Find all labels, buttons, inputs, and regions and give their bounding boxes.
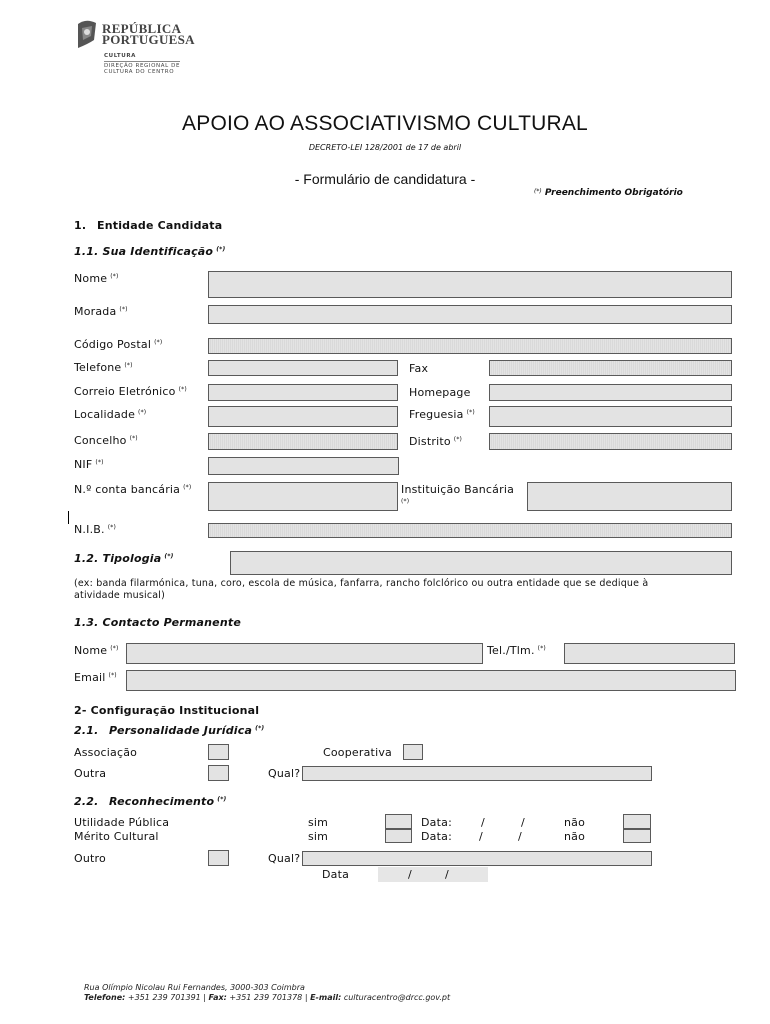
required-mark: (*) (453, 436, 463, 443)
distrito-label-text: Distrito (409, 435, 451, 448)
footer-telefone-label: Telefone: (84, 993, 126, 1002)
merito-nao-checkbox[interactable] (623, 829, 651, 843)
utilidade-slash-1: / (481, 816, 485, 829)
concelho-label-text: Concelho (74, 434, 127, 447)
utilidade-sim-checkbox[interactable] (385, 814, 412, 829)
required-mark: (*) (255, 725, 265, 732)
homepage-field[interactable] (489, 384, 732, 401)
codigo-postal-label (74, 338, 162, 351)
localidade-field[interactable] (208, 406, 398, 427)
merito-slash-2: / (518, 830, 522, 843)
correio-label (74, 385, 187, 398)
section-2-1-num: 2.1. (74, 724, 99, 737)
cooperativa-label: Cooperativa (323, 746, 392, 759)
freguesia-label (409, 408, 475, 421)
required-mark: (*) (178, 386, 187, 393)
required-note-text: Preenchimento Obrigatório (544, 188, 683, 198)
required-mark: (*) (110, 273, 119, 280)
section-2-1-text: Personalidade Jurídica (109, 724, 253, 737)
tel-tlm-label (487, 644, 546, 657)
footer-email-label: E-mail: (310, 993, 342, 1002)
required-mark: (*) (129, 435, 138, 442)
telefone-label (74, 361, 133, 374)
page-title: APOIO AO ASSOCIATIVISMO CULTURAL (182, 112, 588, 135)
conta-bancaria-field[interactable] (208, 482, 398, 511)
section-1-3-heading: 1.3. Contacto Permanente (74, 616, 241, 629)
distrito-field[interactable] (489, 433, 732, 450)
contacto-nome-field[interactable] (126, 643, 483, 664)
nome-field[interactable] (208, 271, 732, 298)
required-mark: (*) (154, 339, 163, 346)
outro-checkbox[interactable] (208, 850, 229, 866)
section-1-2-text: 1.2. Tipologia (74, 552, 162, 565)
required-mark: (*) (217, 796, 227, 803)
required-mark: (*) (183, 484, 192, 491)
utilidade-slash-2: / (521, 816, 525, 829)
merito-data-label: Data: (421, 830, 452, 843)
logo-sub-2: DIREÇÃO REGIONAL DE (104, 63, 181, 69)
required-mark: (*) (164, 553, 174, 560)
decree-reference: DECRETO-LEI 128/2001 de 17 de abril (308, 143, 462, 152)
correio-label-text: Correio Eletrónico (74, 385, 176, 398)
footer-fax: +351 239 701378 (229, 993, 303, 1002)
footer-address: Rua Olímpio Nicolau Rui Fernandes, 3000-303 Coimbra (84, 983, 305, 992)
outro-qual-label: Qual? (268, 852, 301, 865)
morada-label-text: Morada (74, 305, 117, 318)
required-mark: (*) (124, 362, 133, 369)
form-subtitle: - Formulário de candidatura - (294, 171, 476, 187)
fax-field[interactable] (489, 360, 732, 376)
footer-contacts (84, 993, 450, 1003)
nib-label-text: N.I.B. (74, 523, 105, 536)
utilidade-sim-label: sim (308, 816, 329, 829)
fax-label: Fax (409, 362, 429, 375)
section-2-2-text: Reconhecimento (109, 795, 215, 808)
outro-date-field[interactable] (378, 867, 488, 882)
nif-field[interactable] (208, 457, 399, 475)
morada-label (74, 305, 128, 318)
concelho-field[interactable] (208, 433, 398, 450)
outro-label: Outro (74, 852, 106, 865)
merito-nao-label: não (564, 830, 586, 843)
outro-qual-field[interactable] (302, 851, 652, 866)
nib-field[interactable] (208, 523, 732, 538)
required-mark: (*) (107, 524, 117, 531)
utilidade-nao-checkbox[interactable] (623, 814, 651, 829)
tipologia-note: (ex: banda filarmónica, tuna, coro, escola de música, fanfarra, rancho folclórico ou outra entidade que se dedique à atividade musical) (74, 578, 649, 601)
footer-sep-2: | (304, 993, 308, 1002)
email-label-text: Email (74, 671, 106, 684)
footer-sep-1: | (203, 993, 206, 1002)
outro-date-slash-1: / (408, 868, 412, 881)
section-2-1-heading (109, 724, 264, 737)
conta-bancaria-label-text: N.º conta bancária (74, 483, 181, 496)
section-2-heading: 2- Configuração Institucional (74, 704, 260, 717)
localidade-label-text: Localidade (74, 408, 136, 421)
freguesia-label-text: Freguesia (409, 408, 464, 421)
merito-slash-1: / (479, 830, 483, 843)
required-mark: (*) (108, 672, 117, 679)
telefone-label-text: Telefone (74, 361, 122, 374)
required-mark: (*) (466, 409, 475, 416)
section-2-2-heading (109, 795, 226, 808)
outra-checkbox[interactable] (208, 765, 229, 781)
section-1-number: 1. (74, 219, 87, 232)
outra-qual-field[interactable] (302, 766, 652, 781)
codigo-postal-label-text: Código Postal (74, 338, 152, 351)
email-field[interactable] (126, 670, 736, 691)
qual-label: Qual? (268, 767, 301, 780)
section-1-1-text: 1.1. Sua Identificação (74, 245, 214, 258)
utilidade-nao-label: não (564, 816, 586, 829)
tipologia-field[interactable] (230, 551, 732, 575)
correio-field[interactable] (208, 384, 398, 401)
logo-line-2: PORTUGUESA (102, 32, 195, 47)
logo-sub-1: CULTURA (104, 53, 137, 59)
concelho-label (74, 434, 138, 447)
utilidade-label: Utilidade Pública (74, 816, 170, 829)
nome-label (74, 272, 119, 285)
logo-sub-3: CULTURA DO CENTRO (104, 69, 175, 75)
outro-data-label: Data (322, 868, 350, 881)
footer-telefone: +351 239 701391 (127, 993, 201, 1002)
merito-sim-checkbox[interactable] (385, 829, 412, 843)
outra-label: Outra (74, 767, 107, 780)
required-mark: (*) (95, 459, 104, 466)
freguesia-field[interactable] (489, 406, 732, 427)
required-mark: (*) (138, 409, 147, 416)
associacao-checkbox[interactable] (208, 744, 229, 760)
logo-divider (104, 61, 180, 62)
section-1-1-heading (74, 245, 225, 258)
required-note (534, 188, 683, 198)
footer-email[interactable]: culturacentro@drcc.gov.pt (343, 993, 451, 1002)
tel-tlm-field[interactable] (564, 643, 735, 664)
outro-date-slash-2: / (445, 868, 449, 881)
nif-label-text: NIF (74, 458, 93, 471)
nib-label (74, 523, 116, 536)
logo-line-1: REPÚBLICA (102, 21, 182, 36)
email-label (74, 671, 117, 684)
footer-fax-label: Fax: (208, 993, 227, 1002)
cooperativa-checkbox[interactable] (403, 744, 423, 760)
section-2-2-num: 2.2. (74, 795, 99, 808)
required-mark: (*) (119, 306, 128, 313)
contacto-nome-label-text: Nome (74, 644, 108, 657)
required-mark: (*) (110, 645, 119, 652)
homepage-label: Homepage (409, 386, 471, 399)
codigo-postal-field[interactable] (208, 338, 732, 354)
nome-label-text: Nome (74, 272, 108, 285)
conta-bancaria-label (74, 483, 191, 496)
distrito-label (409, 435, 462, 448)
contacto-nome-label (74, 644, 119, 657)
merito-label: Mérito Cultural (74, 830, 159, 843)
instituicao-label: Instituição Bancária (401, 483, 515, 496)
text-cursor (68, 511, 69, 524)
required-mark: (*) (216, 246, 226, 253)
logo (72, 20, 195, 80)
required-mark: (*) (537, 645, 546, 652)
morada-field[interactable] (208, 305, 732, 324)
associacao-label: Associação (74, 746, 138, 759)
instituicao-field[interactable] (527, 482, 732, 511)
section-1-heading: Entidade Candidata (97, 219, 223, 232)
utilidade-data-label: Data: (421, 816, 452, 829)
instituicao-required: (*) (401, 498, 410, 505)
tel-tlm-label-text: Tel./Tlm. (487, 644, 535, 657)
section-1-2-heading (74, 552, 174, 565)
telefone-field[interactable] (208, 360, 398, 376)
merito-sim-label: sim (308, 830, 329, 843)
required-mark: (*) (534, 188, 542, 195)
republic-emblem-icon (74, 20, 98, 50)
localidade-label (74, 408, 146, 421)
nif-label (74, 458, 104, 471)
